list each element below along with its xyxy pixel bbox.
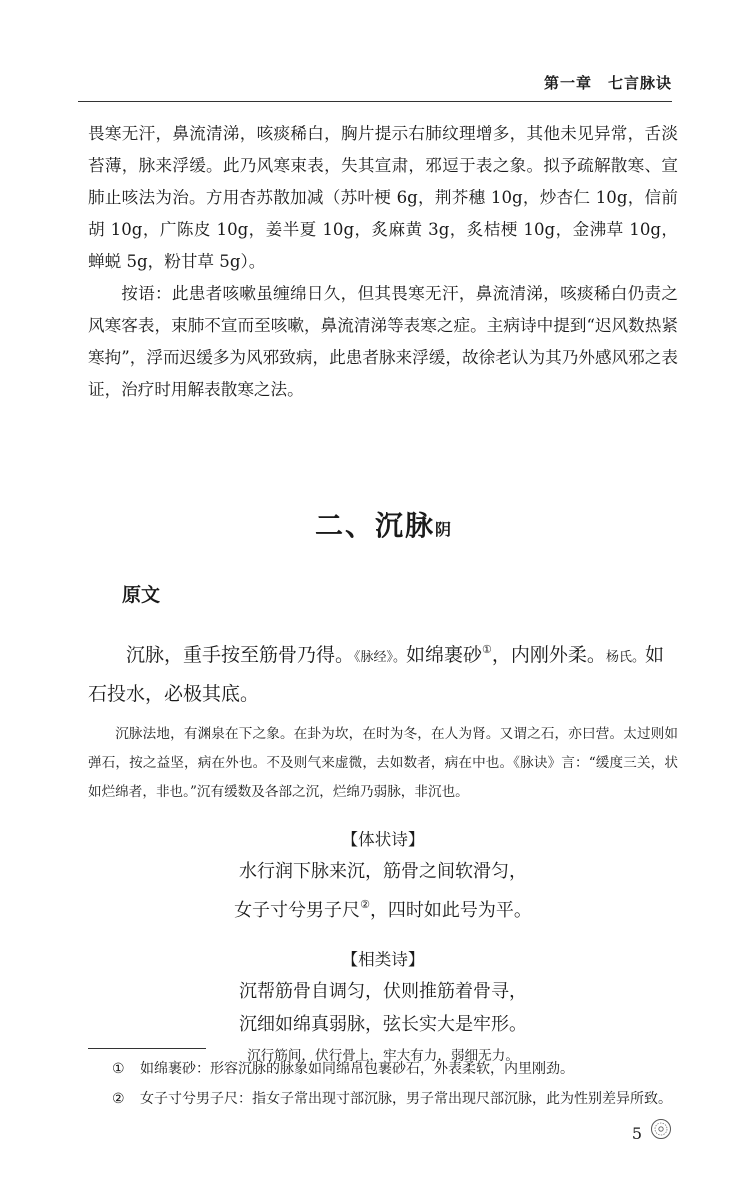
original-text-part: 如石投水，必极其底。 — [88, 644, 664, 705]
header-rule — [78, 101, 672, 102]
footnote-ref: ② — [360, 898, 370, 911]
flower-ornament-icon — [650, 1118, 672, 1140]
footnote-mark: ② — [112, 1091, 125, 1107]
page-body — [88, 118, 678, 1071]
running-head: 第一章 七言脉诀 — [543, 74, 672, 92]
footnote-mark: ① — [112, 1061, 125, 1077]
poem-line: 沉细如绵真弱脉，弦长实大是牢形。 — [239, 1014, 527, 1035]
footnote-item — [112, 1054, 692, 1084]
poem-title: 【体状诗】 — [341, 830, 425, 849]
poem-line — [88, 888, 678, 927]
footnote-text: 女子寸兮男子尺：指女子常出现寸部沉脉，男子常出现尺部沉脉，此为性别差异所致。 — [140, 1091, 672, 1107]
poem-line: 沉帮筋骨自调匀，伏则推筋着骨寻， — [239, 981, 527, 1002]
page-number: 5 — [631, 1124, 642, 1143]
poem-note: 沉行筋间，伏行骨上，牢大有力，弱细无力。 — [247, 1048, 519, 1064]
footnote-item — [112, 1084, 692, 1114]
original-text-part: 沉脉，重手按至筋骨乃得。 — [126, 644, 355, 666]
footnotes — [112, 1054, 692, 1114]
source-citation: 《脉经》。 — [354, 650, 407, 665]
poem-line-part: 女子寸兮男子尺 — [234, 900, 361, 921]
original-text-part: 如绵裹砂 — [406, 644, 483, 666]
section-title-main: 二、沉脉 — [314, 509, 435, 542]
poem-line-part: ，四时如此号为平。 — [369, 900, 532, 921]
footnote-rule — [88, 1048, 206, 1049]
footnote-text: 如绵裹砂：形容沉脉的脉象如同绵帛包裹砂石，外表柔软，内里刚劲。 — [140, 1061, 574, 1077]
original-text-heading: 原文 — [122, 584, 161, 606]
footnote-ref: ① — [482, 643, 492, 656]
original-text-part: ，内刚外柔。 — [491, 644, 606, 666]
source-citation: 杨氏。 — [605, 650, 645, 665]
original-text — [88, 632, 678, 712]
poem-line: 水行润下脉来沉，筋骨之间软滑匀， — [239, 861, 527, 882]
section-title — [88, 506, 678, 550]
case-paragraph: 畏寒无汗，鼻流清涕，咳痰稀白，胸片提示右肺纹理增多，其他未见异常，舌淡苔薄，脉来浮缓。此乃风寒束表，失其宣肃，邪逗于表之象。拟予疏解散寒、宣肺止咳法为治。方用杏苏散加减（苏叶梗 6g，荆芥穗 10g，炒杏仁 10g，信前胡 10g，广陈皮 10g，姜半夏 10g，炙麻黄 3g，炙桔梗 10g，金沸草 10g，蝉蜕 5g，粉甘草 5g）。 — [88, 124, 678, 271]
commentary-paragraph: 按语：此患者咳嗽虽缠绵日久，但其畏寒无汗，鼻流清涕，咳痰稀白仍责之风寒客表，束肺不宣而至咳嗽，鼻流清涕等表寒之症。主病诗中提到“迟风数热紧寒拘”，浮而迟缓多为风邪致病，此患者脉来浮缓，故徐老认为其乃外感风邪之表证，治疗时用解表散寒之法。 — [88, 284, 678, 399]
section-title-yin: 阴 — [435, 520, 452, 539]
poem-title: 【相类诗】 — [341, 950, 425, 969]
original-notes: 沉脉法地，有渊泉在下之象。在卦为坎，在时为冬，在人为肾。又谓之石，亦曰营。太过则如弹石，按之益坚，病在外也。不及则气来虚微，去如数者，病在中也。《脉诀》言：“缓度三关，状如烂绵者，非也。”沉有缓数及各部之沉，烂绵乃弱脉，非沉也。 — [88, 726, 678, 800]
